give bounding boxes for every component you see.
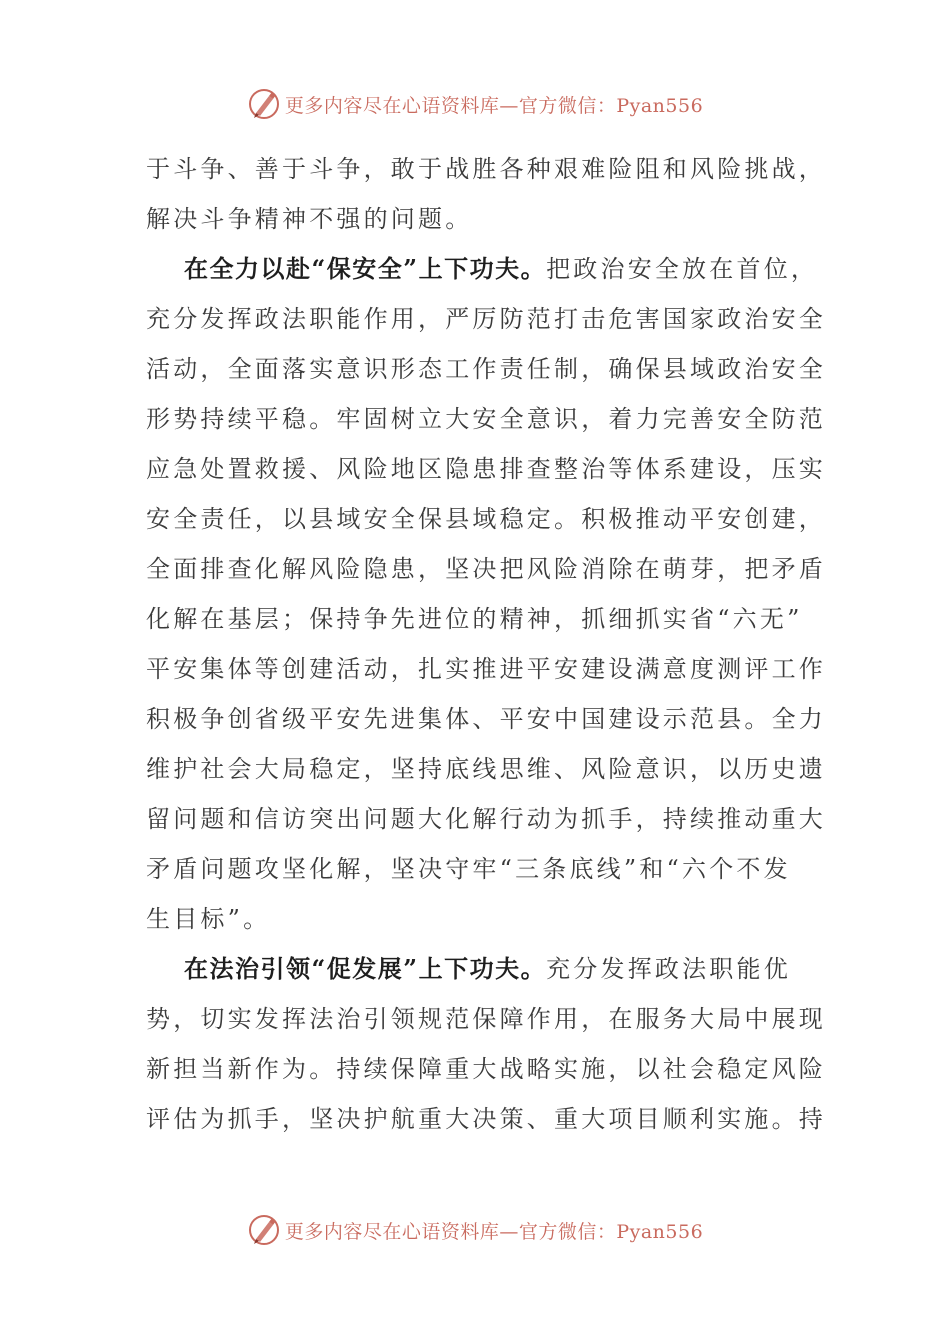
text-line xyxy=(146,944,806,994)
text-line: 生目标”。 xyxy=(146,905,271,933)
document-body xyxy=(146,144,826,1144)
paragraph-safety xyxy=(146,244,826,944)
text-line: 新担当新作为。持续保障重大战略实施，以社会稳定风险 xyxy=(146,1055,826,1083)
footer-watermark-text: 更多内容尽在心语资料库—官方微信：Pyan556 xyxy=(284,1220,704,1243)
text-line: 充分发挥政法职能作用，严厉防范打击危害国家政治安全 xyxy=(146,305,826,333)
text-line: 解决斗争精神不强的问题。 xyxy=(146,205,473,233)
paragraph-development xyxy=(146,944,826,1144)
text-line: 全面排查化解风险隐患，坚决把风险消除在萌芽，把矛盾 xyxy=(146,555,826,583)
text-line: 积极争创省级平安先进集体、平安中国建设示范县。全力 xyxy=(146,705,826,733)
text-line: 矛盾问题攻坚化解，坚决守牢“三条底线”和“六个不发 xyxy=(146,855,791,883)
text-span: 充分发挥政法职能优 xyxy=(546,955,791,983)
text-line: 维护社会大局稳定，坚持底线思维、风险意识，以历史遗 xyxy=(146,755,826,783)
text-line: 应急处置救援、风险地区隐患排查整治等体系建设，压实 xyxy=(146,455,826,483)
text-line: 化解在基层；保持争先进位的精神，抓细抓实省“六无” xyxy=(146,605,803,633)
paragraph xyxy=(146,144,826,244)
text-line: 平安集体等创建活动，扎实推进平安建设满意度测评工作 xyxy=(146,655,826,683)
text-line: 安全责任，以县域安全保县域稳定。积极推动平安创建， xyxy=(146,505,826,533)
pen-nib-logo-icon xyxy=(247,87,281,121)
header-watermark-banner xyxy=(0,84,950,124)
section-heading: 在全力以赴“保安全”上下功夫。 xyxy=(184,254,547,283)
text-line xyxy=(146,244,819,294)
text-line: 形势持续平稳。牢固树立大安全意识，着力完善安全防范 xyxy=(146,405,826,433)
text-line: 留问题和信访突出问题大化解行动为抓手，持续推动重大 xyxy=(146,805,826,833)
text-span: 把政治安全放在首位， xyxy=(546,255,819,283)
header-watermark-text: 更多内容尽在心语资料库—官方微信：Pyan556 xyxy=(284,94,704,117)
section-heading: 在法治引领“促发展”上下功夫。 xyxy=(184,954,547,983)
text-line: 活动，全面落实意识形态工作责任制，确保县域政治安全 xyxy=(146,355,826,383)
text-line: 于斗争、善于斗争，敢于战胜各种艰难险阻和风险挑战， xyxy=(146,155,826,183)
text-line: 势，切实发挥法治引领规范保障作用，在服务大局中展现 xyxy=(146,1005,826,1033)
footer-watermark-banner xyxy=(0,1210,950,1250)
pen-nib-logo-icon xyxy=(247,1213,281,1247)
text-line: 评估为抓手，坚决护航重大决策、重大项目顺利实施。持 xyxy=(146,1105,826,1133)
